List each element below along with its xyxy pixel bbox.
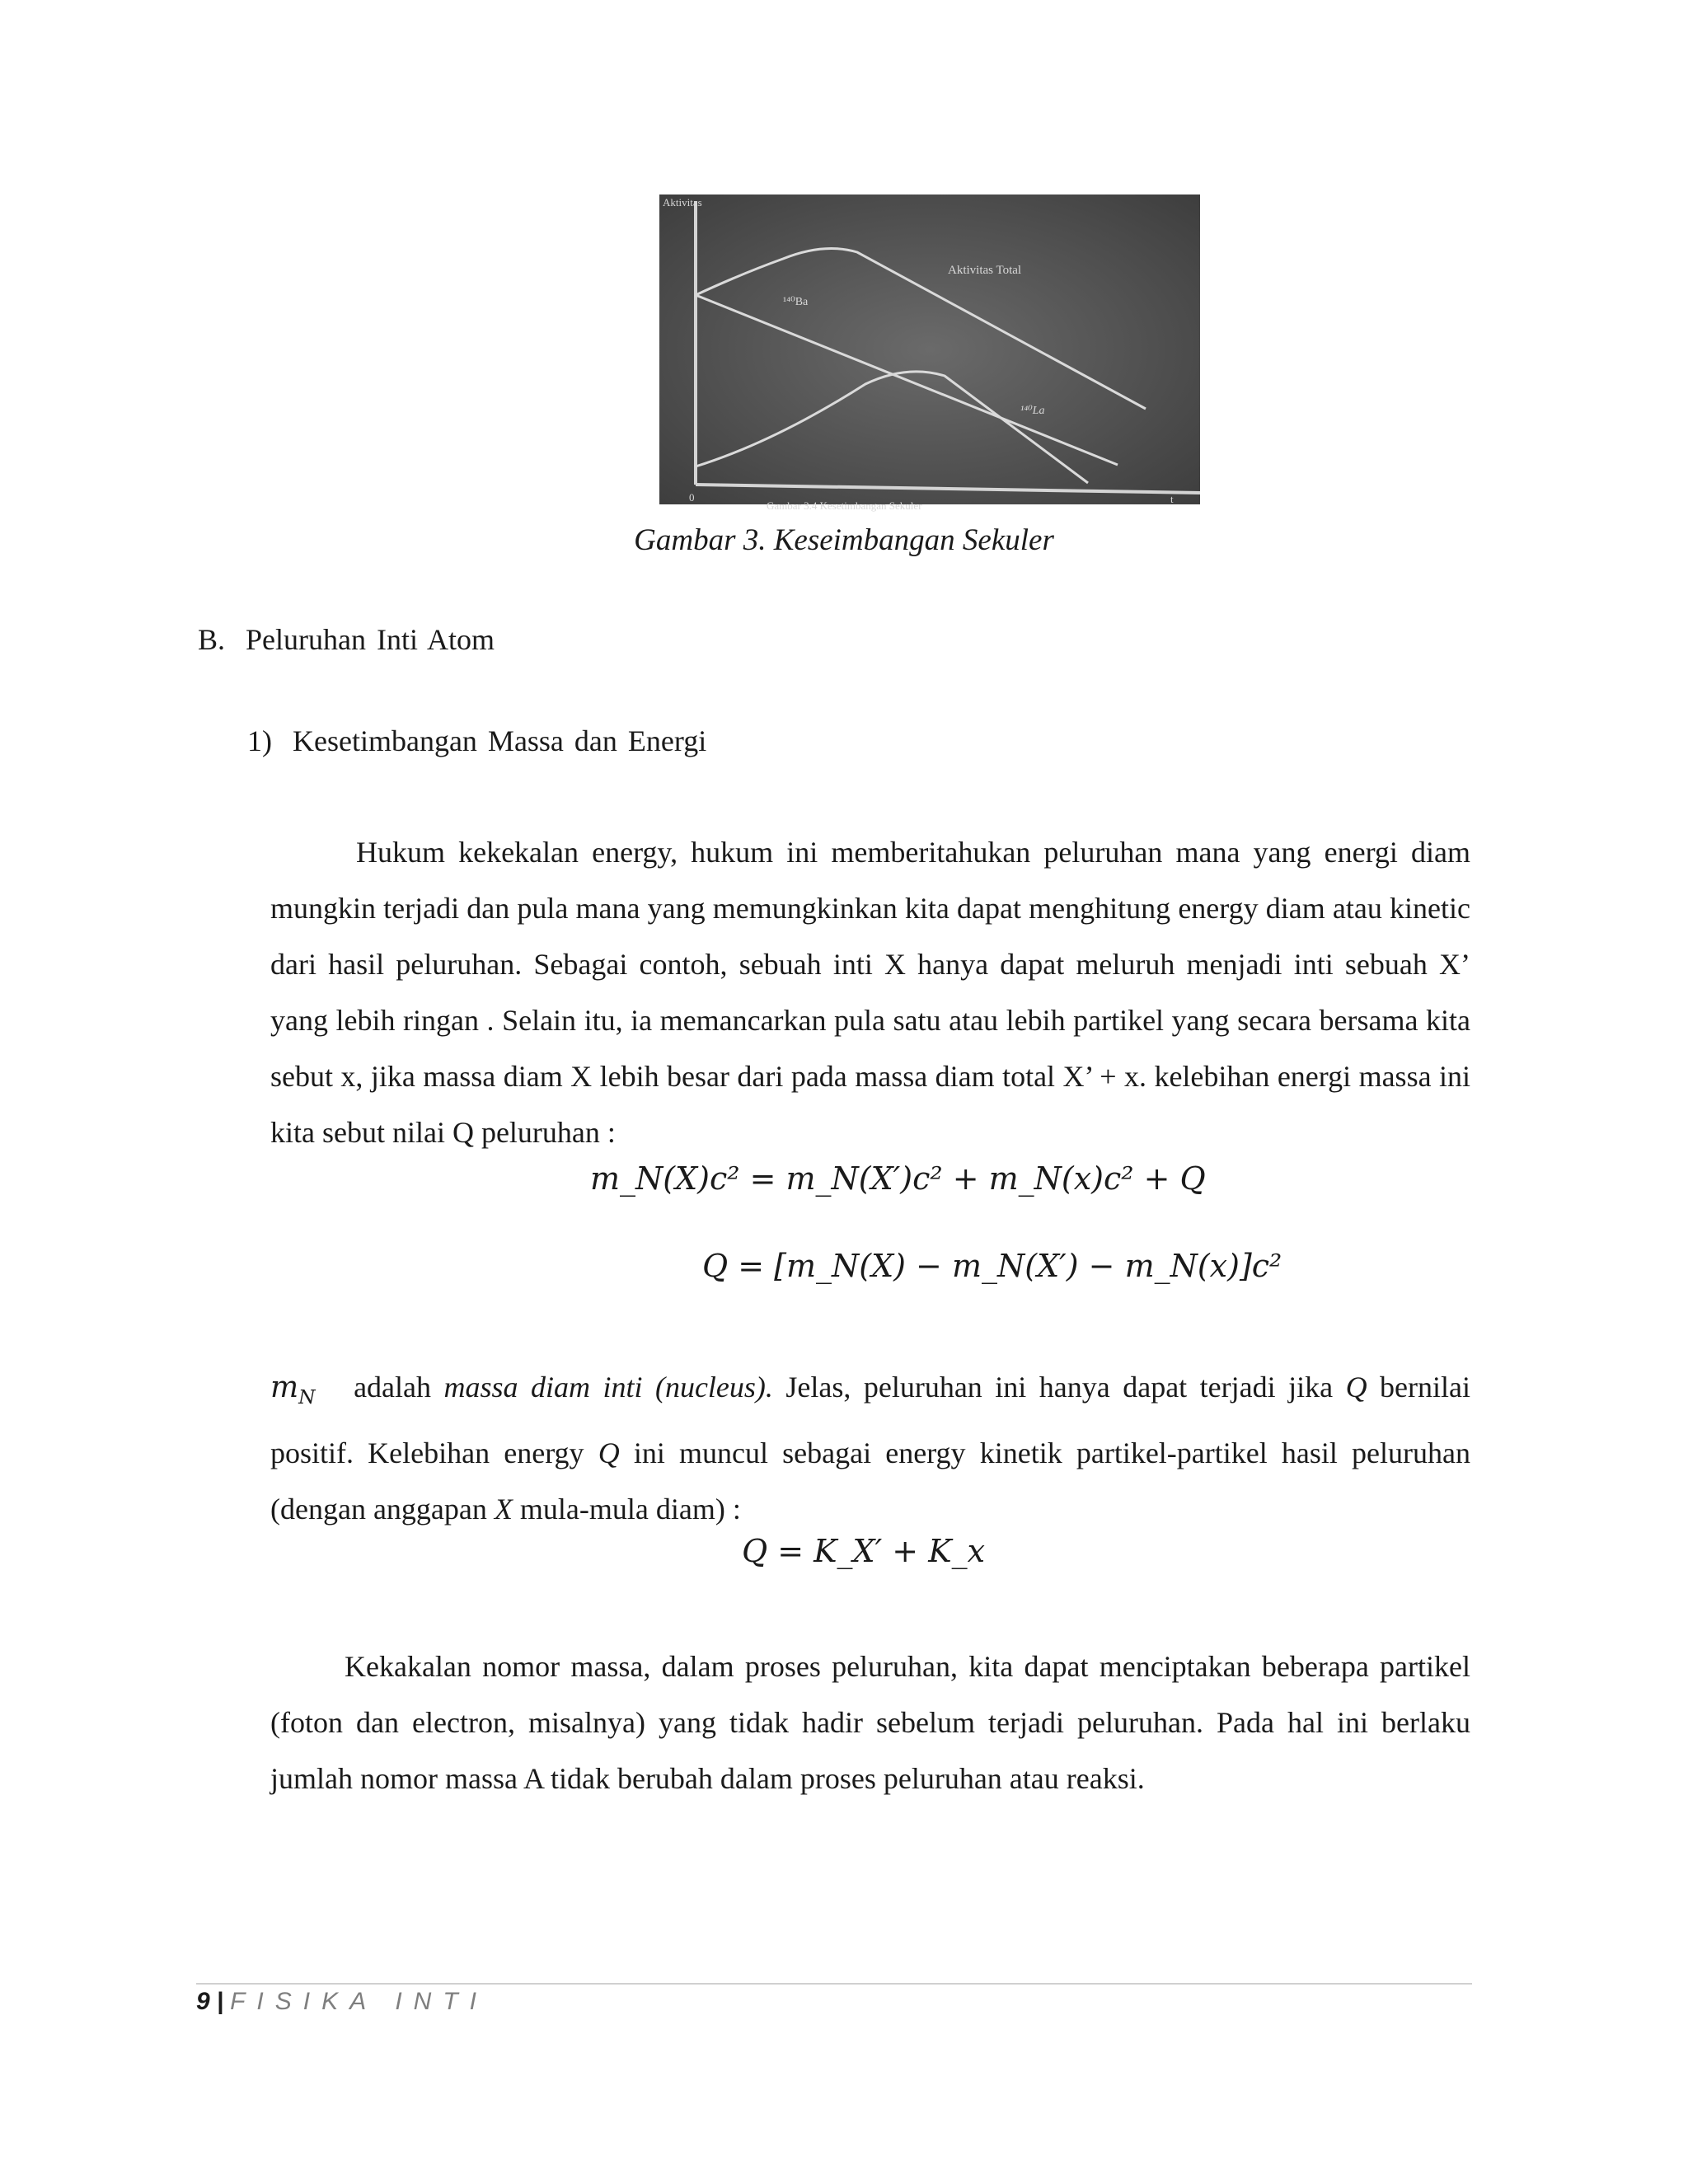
equation-kinetic-sum: Q = K_X′ + K_x [742,1533,986,1569]
paragraph-conservation-energy: Hukum kekekalan energy, hukum ini memberitahukan peluruhan mana yang energi diam mungkin terjadi dan pula mana yang memungkinkan kita dapat menghitung energy diam atau kinetic dari hasil peluruhan. Sebagai contoh, sebuah inti X hanya dapat meluruh menjadi inti sebuah X’ yang lebih ringan . Selain itu, ia memancarkan pula satu atau lebih partikel yang secara bersama kita sebut x, jika massa diam X lebih besar dari pada massa diam total X’ + x. kelebihan energi massa ini kita sebut nilai Q peluruhan : [270,836,1470,1149]
ba-label: ¹⁴⁰Ba [783,296,809,308]
la-label: ¹⁴⁰La [1020,405,1045,417]
section-number: B. [198,623,226,656]
text-segment: mula-mula diam) : [519,1493,741,1526]
t-axis-label: t [1170,493,1174,505]
q-symbol: Q [598,1436,620,1470]
figure-graph [659,194,1200,512]
subsection-number: 1) [247,724,272,757]
figure-bottom-text: Gambar 3.4 Kesetimbangan Sekuler [767,499,922,512]
text-segment: bernilai positif. Kelebihan energy [270,1371,1470,1470]
footer-divider [196,1983,1472,1985]
equation-q-value: Q = [m_N(X) − m_N(X′) − m_N(x)]c² [702,1248,1282,1284]
paragraph-mass-number: Kekakalan nomor massa, dalam proses peluruhan, kita dapat menciptakan beberapa partikel (foton dan electron, misalnya) yang tidak hadir sebelum terjadi peluruhan. Pada hal ini berlaku jumlah nomor massa A tidak berubah dalam proses peluruhan atau reaksi. [270,1650,1470,1795]
figure-caption: Gambar 3. Keseimbangan Sekuler [634,523,1054,557]
mn-symbol: $m_N$ [270,1371,316,1409]
total-activity-label: Aktivitas Total [948,264,1022,277]
y-axis-label: Aktivitas [663,196,702,209]
subsection-title: Kesetimbangan Massa dan Energi [293,724,707,757]
footer-separator: | [216,1988,224,2015]
text-segment: ini muncul sebagai energy kinetik partikel-partikel hasil peluruhan (dengan anggapan [270,1436,1470,1526]
subsection-heading [247,724,706,758]
section-heading [198,622,495,657]
footer-title: FISIKA INTI [230,1988,488,2015]
figure-background [659,194,1200,504]
text-segment: Jelas, peluruhan ini hanya dapat terjadi jika [785,1371,1334,1404]
secular-equilibrium-figure [659,194,1200,512]
equation-rest-energy: m_N(X)c² = m_N(X′)c² + m_N(x)c² + Q [590,1160,1206,1197]
x-symbol: X [494,1493,513,1526]
origin-label: 0 [689,491,695,504]
section-title: Peluruhan Inti Atom [246,623,495,656]
page-footer [196,1988,488,2016]
text-segment: adalah [354,1371,431,1404]
paragraph-q-explanation [270,1359,1470,1537]
page-number: 9 [196,1988,210,2015]
nucleus-term: massa diam inti (nucleus). [443,1371,773,1404]
q-symbol: Q [1345,1371,1367,1404]
